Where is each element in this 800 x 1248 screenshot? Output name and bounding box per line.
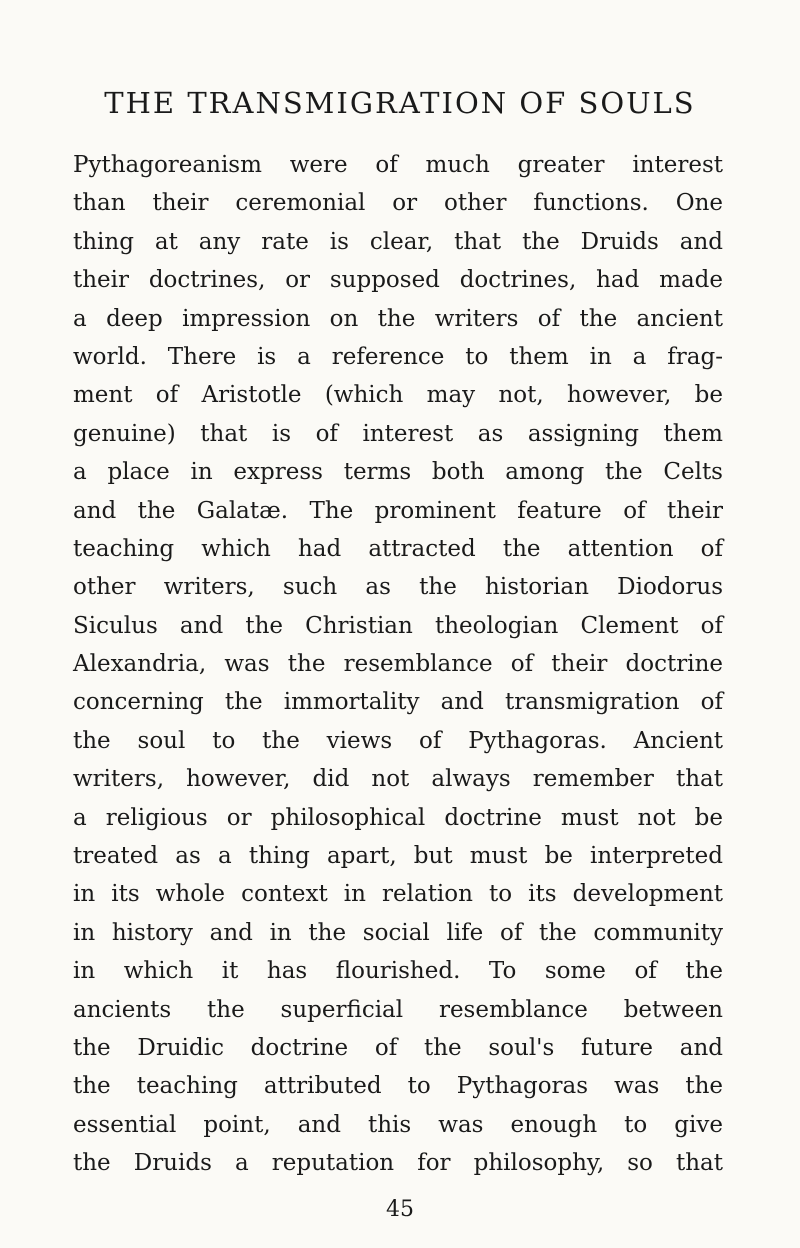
text-line: Pythagoreanism were of much greater interest: [73, 152, 723, 178]
text-line: a religious or philosophical doctrine must not be: [73, 804, 723, 831]
text-line: the Druids a reputation for philosophy, so that: [73, 1150, 723, 1177]
text-line: a deep impression on the writers of the ancient: [73, 305, 723, 332]
text-line: than their ceremonial or other functions. One: [73, 190, 723, 217]
text-line: Alexandria, was the resemblance of their doctrine: [73, 651, 723, 678]
text-line: the Druidic doctrine of the soul's future and: [73, 1034, 723, 1061]
text-line: writers, however, did not always remember that: [73, 766, 723, 793]
text-line: essential point, and this was enough to give: [73, 1111, 723, 1138]
text-line: Siculus and the Christian theologian Clement of: [73, 612, 723, 639]
text-line: the teaching attributed to Pythagoras was the: [73, 1073, 723, 1100]
text-line: treated as a thing apart, but must be interpreted: [73, 843, 723, 870]
body-text: [73, 146, 723, 1183]
text-line: in its whole context in relation to its development: [73, 881, 723, 908]
text-line: thing at any rate is clear, that the Druids and: [73, 228, 723, 255]
text-line: the soul to the views of Pythagoras. Ancient: [73, 727, 723, 754]
text-line: and the Galatæ. The prominent feature of their: [73, 497, 723, 524]
text-line: world. There is a reference to them in a frag-: [73, 343, 723, 370]
text-line: their doctrines, or supposed doctrines, had made: [73, 267, 723, 294]
text-line: concerning the immortality and transmigration of: [73, 689, 723, 716]
text-line: ment of Aristotle (which may not, however, be: [73, 382, 723, 409]
running-head: THE TRANSMIGRATION OF SOULS: [104, 86, 696, 120]
text-line: in history and in the social life of the community: [73, 919, 723, 946]
text-line: genuine) that is of interest as assigning them: [73, 420, 723, 447]
text-line: in which it has flourished. To some of the: [73, 958, 723, 985]
text-line: other writers, such as the historian Diodorus: [73, 574, 723, 601]
page-number: 45: [386, 1197, 414, 1222]
text-line: a place in express terms both among the Celts: [73, 459, 723, 486]
text-line: ancients the superficial resemblance between: [73, 996, 723, 1023]
text-line: teaching which had attracted the attention of: [73, 535, 723, 562]
